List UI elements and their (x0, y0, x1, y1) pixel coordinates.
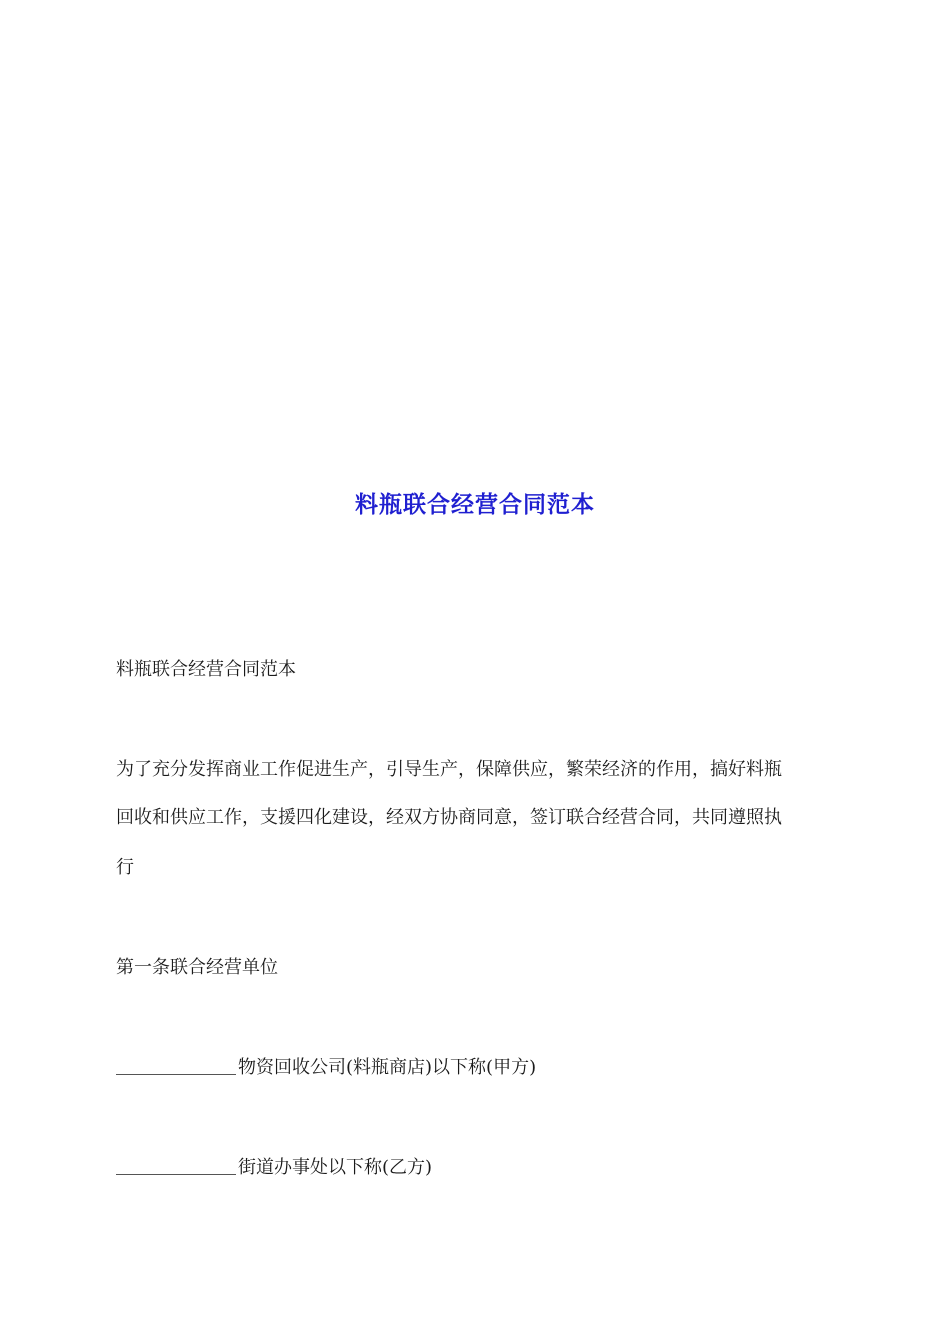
party-a-text: 物资回收公司(料瓶商店)以下称(甲方) (238, 1057, 537, 1078)
document-subtitle: 料瓶联合经营合同范本 (116, 659, 296, 680)
preamble-line-1: 为了充分发挥商业工作促进生产，引导生产，保障供应，繁荣经济的作用，搞好料瓶 (116, 759, 782, 780)
party-a-blank-field[interactable] (116, 1056, 236, 1075)
party-b-line (116, 1156, 846, 1180)
party-b-text: 街道办事处以下称(乙方) (238, 1157, 433, 1178)
preamble-line-2: 回收和供应工作，支援四化建设，经双方协商同意，签订联合经营合同，共同遵照执 (116, 807, 782, 828)
article-1-heading: 第一条联合经营单位 (116, 957, 278, 978)
preamble-line-3: 行 (116, 857, 134, 878)
party-b-blank-field[interactable] (116, 1156, 236, 1175)
party-a-line (116, 1056, 846, 1080)
document-title: 料瓶联合经营合同范本 (355, 491, 595, 518)
